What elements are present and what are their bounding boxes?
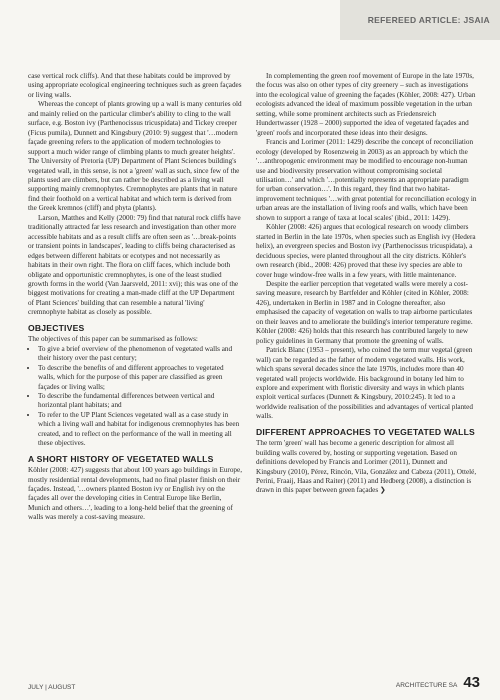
header-label: REFEREED ARTICLE: JSAIA [367,15,490,25]
paragraph: Köhler (2008: 427) suggests that about 100 years ago buildings in Europe, mostly residential rental developments, had no final plaster finish on their façades. Instead, '…owners planted Boston ivy or English ivy on the façades all over the developing cities in Central Europe like Berlin, Munich and others…', leading to a long-held belief that the greening of walls was merely a cost-saving measure. [28,466,242,522]
paragraph: Francis and Lorimer (2011: 1429) describe the concept of reconciliation ecology (developed by Rosenzweig in 2003) as an approach by which the '…anthropogenic environment may be modified to encourage non-human use and biodiversity preservation without compromising societal utilisation…' and which '…potentially represents an appropriate paradigm for urban conservation…'. In this regard, they find that two habitat-improvement techniques '…with great potential for reconciliation ecology in urban areas are the installation of living roofs and walls, which have been shown to support a range of taxa at local scales' (ibid., 2011: 1429). [256,138,477,222]
paragraph: Whereas the concept of plants growing up a wall is many centuries old and mainly relied on the particular climber's ability to cling to the wall surface, e.g. Boston ivy (Parthenocissus tricuspidata) and Tickey creeper (Ficus pumila), Dunnett and Kingsbury (2010: 9) suggest that '…modern façade greening refers to the application of modern technologies to support a much wider range of climbing plants to much greater heights'. The University of Pretoria (UP) Department of Plant Sciences building's vegetated wall, in this sense, is not a 'green' wall as such, since few of the plants used are climbers, but can rather be described as a living wall supporting mainly cremnophytes. Cremnophytes are plants that in nature find their foothold on a vertical habitat and which term is derived from the Greek kremnos (cliff) and phyta (plants). [28,100,242,213]
list-item: • To give a brief overview of the phenomenon of vegetated walls and their history over the past century; [38,345,242,364]
left-column [28,72,242,523]
paragraph: Larson, Matthes and Kelly (2000: 79) find that natural rock cliffs have traditionally attracted far less research and investigation than other more accessible habitats and as a result cliffs are often seen as '…break-points or transient points in landscapes', leading to cliffs being characterised as edges between different habitats or ecotypes and not necessarily as habitats in their own right. The flora on cliff faces, which include both obligate and opportunistic cremnophytes, is one of the least studied growth forms in the world (Van Jaarsveld, 2011: xvi); this was one of the biggest motivations for creating a man-made cliff at the UP Department of Plant Sciences' building that can resemble a natural 'living' cremnophyte habitat as closely as possible. [28,213,241,317]
heading-history: A SHORT HISTORY OF VEGETATED WALLS [28,453,214,464]
paragraph: Köhler (2008: 426) argues that ecological research on woody climbers started in Berlin in the late 1970s, when species such as English ivy (Hedera helix), an evergreen species and Boston ivy (Parthenocissus tricuspidata), a deciduous species, were planted throughout all the city districts. Köhler's own research (ibid., 2008: 426) proved that these ivy species are able to cover huge window-free walls in a few years, with little maintenance. [256,223,476,279]
heading-objectives: OBJECTIVES [28,322,85,333]
paragraph: In complementing the green roof movement of Europe in the late 1970s, the focus was also on other types of city greenery – such as investigations into the ecological value of greening the façades (Köhler, 2008: 427). Urban ecologists advanced the ideal of maximum possible vegetation in the urban setting, while some prominent architects such as Friedensreich Hundertwasser (1928 – 2000) supported the idea of vegetated façades and 'green' roofs and incorporated these ideas into their designs. [256,72,476,137]
list-item: • To refer to the UP Plant Sciences vegetated wall as a case study in which a living wall and habitat for indigenous cremnophytes has been created, and to reflect on the performance of the wall in meeting all these objectives. [38,411,242,449]
paragraph: The objectives of this paper can be summarised as follows: [28,335,198,344]
footer-right [396,674,480,691]
page-number: 43 [463,674,480,691]
list-item: • To describe the benefits of and different approaches to vegetated walls, which for the purpose of this paper are classified as green façades or living walls; [38,364,242,392]
list-item: • To describe the fundamental differences between vertical and horizontal plant habitats; and [38,392,242,411]
right-column [256,72,478,496]
paragraph: Patrick Blanc (1953 – present), who coined the term mur vegetal (green wall) can be regarded as the father of modern vegetated walls. His work, which spans several decades since the late 1970s, includes more than 40 vegetated wall projects worldwide. His background in botany led him to explore and experiment with floristic diversity and ways in which plants exploit vertical surfaces (Dunnett & Kingsbury, 2010:245). It led to a worldwide realisation of the possibilities and advantages of vertical planted walls. [256,346,473,421]
paragraph: case vertical rock cliffs). And that these habitats could be improved by using appropriate ecological engineering techniques such as green façades or living walls. [28,72,242,99]
section-header [340,0,500,40]
paragraph: The term 'green' wall has become a generic description for almost all building walls covered by, hosting or supporting vegetation. Based on definitions developed by Francis and Lorimer (2011), Dunnett and Kingsbury (2010), Pérez, Rincón, Vila, González and Cabeza (2011), Ottelé, Perini, Fraaij, Haas and Raiter) (2011) and Hedberg (2008), a distinction is drawn in this paper between green façades ❯ [256,439,477,495]
paragraph: Despite the earlier perception that vegetated walls were merely a cost-saving measure, research by Bartfelder and Köhler (cited in Köhler, 2008: 426), undertaken in Berlin in 1987 and in Cologne thereafter, also emphasised the capacity of vegetation on walls to trap airborne particulates on their leaves and to ameliorate the building's interior temperature regime. Köhler (2008: 426) holds that this research has contributed largely to new policy guidelines in Germany that promote the greening of walls. [256,279,473,345]
footer-journal: ARCHITECTURE SA [395,682,458,689]
footer-issue: JULY | AUGUST [28,684,76,691]
objectives-list [28,345,242,449]
heading-approaches: DIFFERENT APPROACHES TO VEGETATED WALLS [256,426,475,437]
